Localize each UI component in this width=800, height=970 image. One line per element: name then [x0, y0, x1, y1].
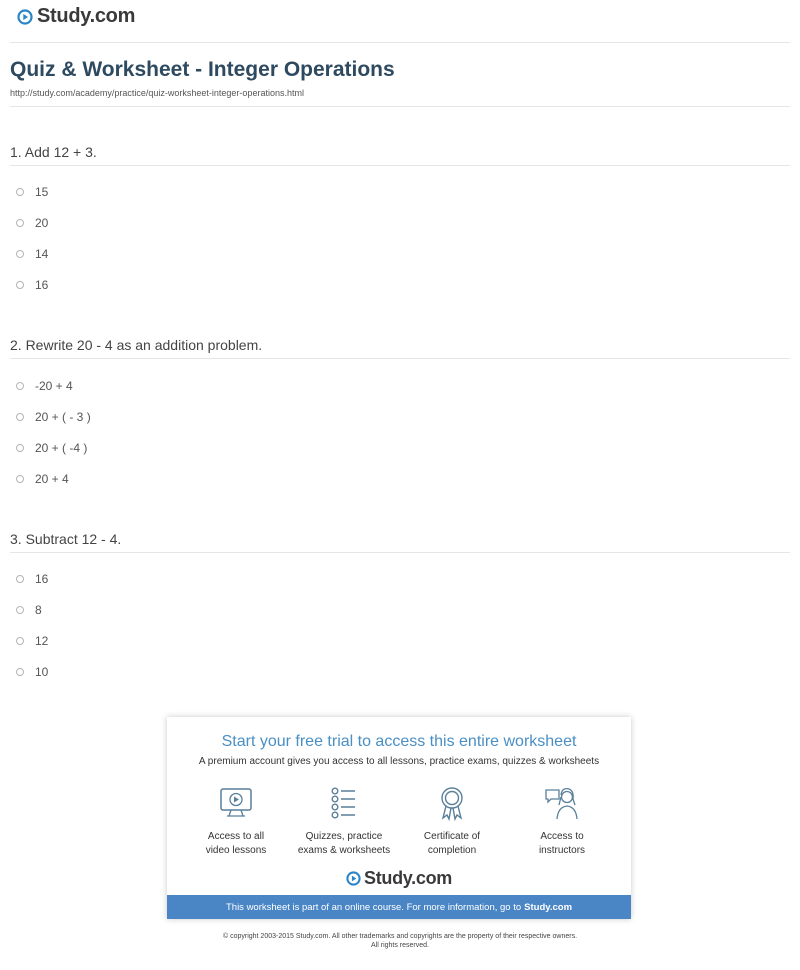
divider [10, 552, 790, 553]
site-logo[interactable] [17, 5, 135, 28]
radio-button[interactable] [16, 219, 24, 227]
card-logo[interactable] [167, 868, 631, 889]
rights-line: All rights reserved. [371, 942, 429, 949]
radio-button[interactable] [16, 281, 24, 289]
feature-label: Access to instructors [538, 831, 586, 856]
play-logo-icon [17, 9, 33, 25]
radio-button[interactable] [16, 637, 24, 645]
play-logo-icon [346, 871, 361, 886]
feature-label: Certificate of completion [423, 831, 481, 856]
radio-button[interactable] [16, 606, 24, 614]
banner-link[interactable]: Study.com [524, 901, 573, 913]
divider [10, 42, 790, 43]
radio-button[interactable] [16, 575, 24, 583]
question-1-option[interactable]: 15 [16, 185, 48, 199]
copyright-footer [0, 932, 800, 950]
radio-button[interactable] [16, 382, 24, 390]
question-1-option[interactable]: 16 [16, 278, 48, 292]
feature-label: Quizzes, practice exams & worksheets [297, 831, 391, 856]
video-lesson-icon [218, 785, 254, 821]
quiz-list-icon [326, 785, 362, 821]
question-2-option[interactable]: -20 + 4 [16, 379, 73, 393]
feature-instructors [507, 785, 617, 858]
question-3-option[interactable]: 10 [16, 665, 48, 679]
question-3-option[interactable]: 16 [16, 572, 48, 586]
course-info-banner [167, 895, 631, 919]
banner-text: This worksheet is part of an online course. For more information, go to [225, 901, 522, 913]
feature-video-lessons [181, 785, 291, 858]
radio-button[interactable] [16, 444, 24, 452]
question-3-option[interactable]: 12 [16, 634, 48, 648]
question-2-option[interactable]: 20 + ( -4 ) [16, 441, 87, 455]
question-1-option[interactable]: 14 [16, 247, 48, 261]
radio-button[interactable] [16, 250, 24, 258]
radio-button[interactable] [16, 413, 24, 421]
instructor-icon [544, 785, 580, 821]
copyright-line: © copyright 2003-2015 Study.com. All other trademarks and copyrights are the property of their respective owners. [222, 933, 578, 940]
free-trial-subtitle: A premium account gives you access to all lessons, practice exams, quizzes & worksheets [198, 756, 600, 767]
card-logo-text: Study.com [364, 868, 452, 888]
page-title: Quiz & Worksheet - Integer Operations [10, 58, 395, 81]
question-2-text: 2. Rewrite 20 - 4 as an addition problem. [10, 337, 263, 353]
radio-button[interactable] [16, 668, 24, 676]
free-trial-title[interactable]: Start your free trial to access this entire worksheet [221, 733, 577, 750]
divider [10, 358, 790, 359]
question-2-option[interactable]: 20 + 4 [16, 472, 69, 486]
certificate-icon [434, 785, 470, 821]
question-2-option[interactable]: 20 + ( - 3 ) [16, 410, 91, 424]
question-3-option[interactable]: 8 [16, 603, 42, 617]
question-1-text: 1. Add 12 + 3. [10, 144, 97, 160]
free-trial-card [167, 717, 631, 919]
question-3-text: 3. Subtract 12 - 4. [10, 531, 122, 547]
divider [10, 106, 790, 107]
radio-button[interactable] [16, 188, 24, 196]
divider [10, 165, 790, 166]
feature-label: Access to all video lessons [205, 831, 267, 856]
site-logo-text: Study.com [37, 5, 136, 27]
question-1-option[interactable]: 20 [16, 216, 48, 230]
feature-quizzes [289, 785, 399, 858]
radio-button[interactable] [16, 475, 24, 483]
page-url: http://study.com/academy/practice/quiz-worksheet-integer-operations.html [10, 88, 304, 98]
feature-certificate [397, 785, 507, 858]
